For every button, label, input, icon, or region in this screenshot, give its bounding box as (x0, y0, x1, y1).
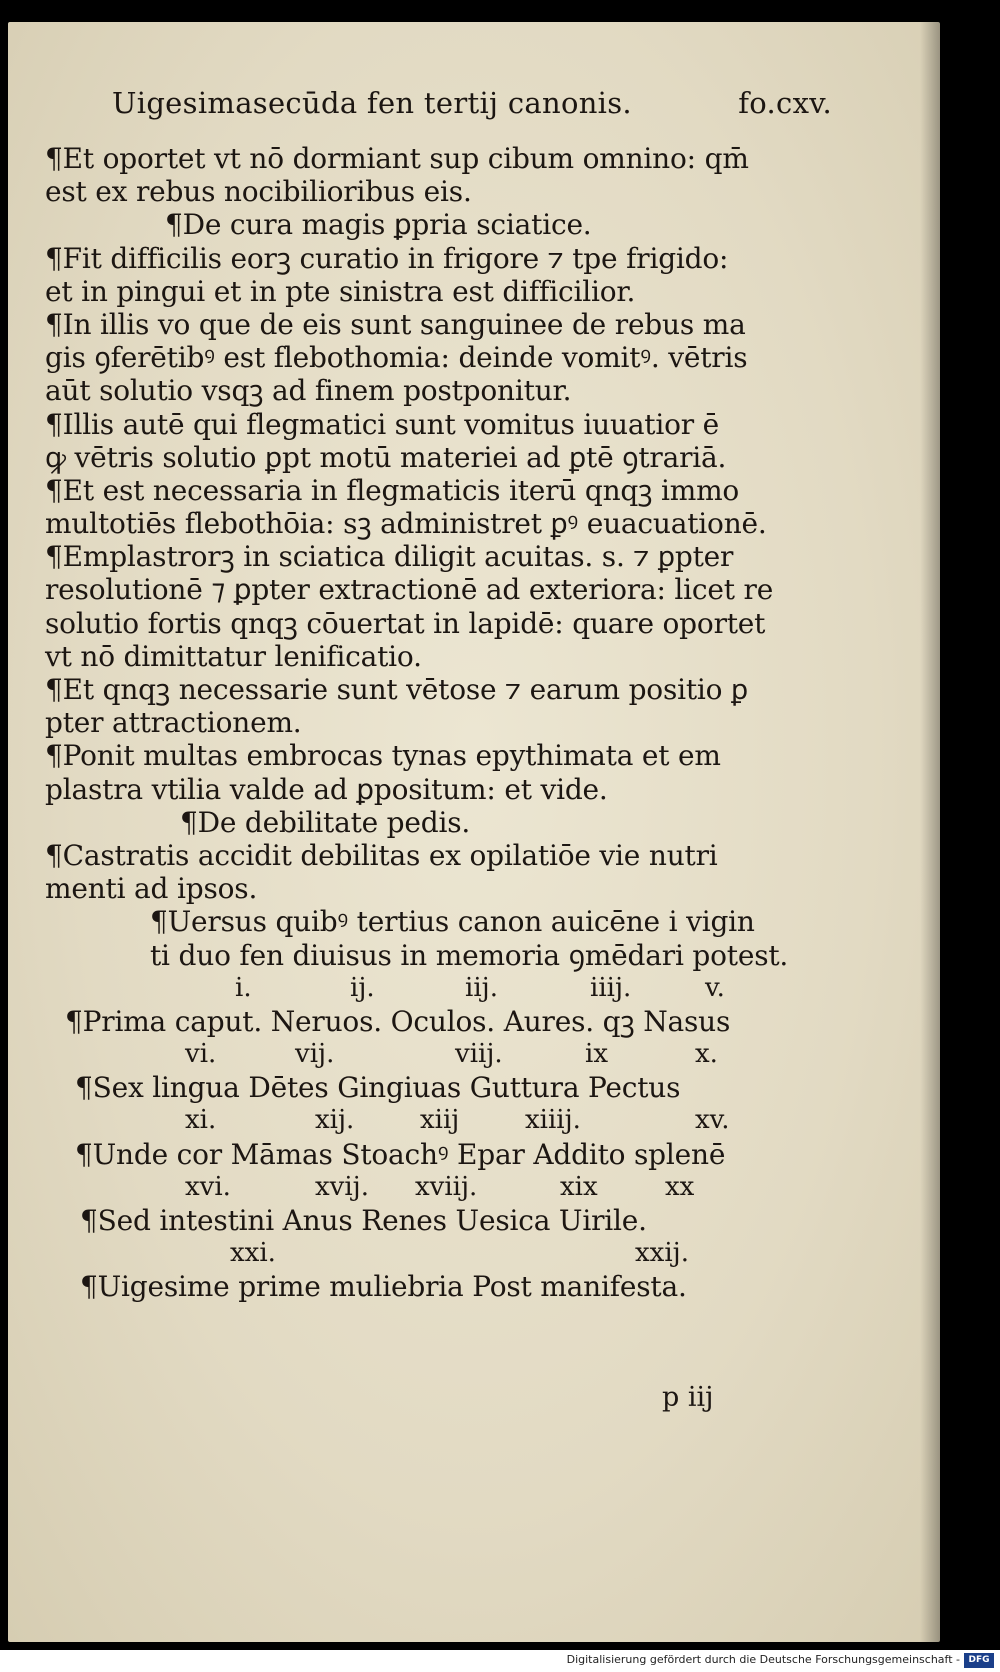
numeral: xx (665, 1171, 695, 1202)
numeral-row (45, 1104, 845, 1137)
numeral-row (45, 1237, 845, 1270)
numeral: xix (560, 1171, 598, 1202)
text-line: ti duo fen diuisus in memoria ꝯmēdari potest. (150, 938, 789, 972)
text-line: ꝙ vētris solutio ꝑpt motū materiei ad ꝑtē ꝯtrariā. (45, 440, 727, 474)
text-line: et in pingui et in pte sinistra est difficilior. (45, 274, 636, 308)
running-head (112, 86, 832, 130)
folio-number: fo.cxv. (738, 86, 832, 120)
numeral: xiij (420, 1105, 460, 1136)
text-line: menti ad ipsos. (45, 872, 258, 906)
text-line: vt nō dimittatur lenificatio. (45, 639, 422, 673)
text-block (45, 142, 845, 1304)
text-line: gis ꝯferētibꝰ est flebothomia: deinde vomitꝰ. vētris (45, 341, 748, 375)
numeral: ix (585, 1039, 608, 1070)
numeral: iiij. (590, 972, 632, 1003)
text-line: ¶Et est necessaria in flegmaticis iterū qnqꝫ immo (45, 473, 740, 507)
signature-mark: p iij (662, 1382, 714, 1413)
text-line: plastra vtilia valde ad ꝑpositum: et vide. (45, 772, 608, 806)
text-line: resolutionē ⁊ ꝑpter extractionē ad exteriora: licet re (45, 573, 774, 607)
numeral: xxi. (230, 1238, 276, 1269)
numeral: vij. (295, 1039, 335, 1070)
numeral: xviij. (415, 1171, 478, 1202)
text-line: ¶Et oportet vt nō dormiant sup cibum omnino: qm̄ (45, 142, 749, 175)
numeral: i. (235, 972, 252, 1003)
verse-line: ¶Sed intestini Anus Renes Uesica Uirile. (80, 1204, 647, 1237)
numeral-row (45, 972, 845, 1005)
numeral: xvi. (185, 1171, 231, 1202)
numeral: vi. (185, 1039, 217, 1070)
verse-line: ¶Sex lingua Dētes Gingiuas Guttura Pectus (75, 1071, 681, 1105)
text-line: ¶In illis vo que de eis sunt sanguinee de rebus ma (45, 307, 746, 341)
text-line: ¶Illis autē qui flegmatici sunt vomitus iuuatior ē (45, 407, 720, 441)
text-line: ¶Emplastrorꝫ in sciatica diligit acuitas. s. ⁊ ꝑpter (45, 540, 734, 574)
running-head-title: Uigesimasecūda fen tertij canonis. (112, 86, 632, 120)
text-line: ¶Uersus quibꝰ tertius canon auicēne i vigin (150, 905, 755, 939)
text-line: aūt solutio vsqꝫ ad finem postponitur. (45, 374, 572, 408)
section-heading: ¶De cura magis ꝑpria sciatice. (165, 208, 592, 242)
numeral-row (45, 1171, 845, 1204)
numeral: x. (695, 1039, 718, 1070)
text-line: ¶Fit difficilis eorꝫ curatio in frigore ⁊ tpe frigido: (45, 241, 729, 275)
text-line: ¶Ponit multas embrocas tynas epythimata et em (45, 739, 721, 773)
text-line: solutio fortis qnqꝫ cōuertat in lapidē: quare oportet (45, 606, 766, 640)
text-line: ¶Et qnqꝫ necessarie sunt vētose ⁊ earum positio ꝑ (45, 673, 749, 706)
numeral: xvij. (315, 1171, 369, 1202)
numeral: xi. (185, 1105, 217, 1136)
numeral: v. (705, 972, 725, 1003)
numeral: ij. (350, 972, 375, 1003)
numeral: xv. (695, 1105, 730, 1136)
numeral: xxij. (635, 1238, 689, 1269)
funding-credit: Digitalisierung gefördert durch die Deutsche Forschungsgemeinschaft - (566, 1653, 960, 1666)
text-line: est ex rebus nocibilioribus eis. (45, 175, 472, 209)
page-gutter-shadow (920, 22, 944, 1642)
text-line: multotiēs flebothōia: sꝫ administret ꝑꝰ euacuationē. (45, 507, 767, 541)
numeral: viij. (455, 1039, 503, 1070)
numeral-row (45, 1038, 845, 1071)
verse-line: ¶Unde cor Māmas Stoachꝰ Epar Addito splenē (75, 1137, 726, 1171)
text-line: pter attractionem. (45, 706, 302, 740)
numeral: xij. (315, 1105, 355, 1136)
numeral: xiiij. (525, 1105, 581, 1136)
digitization-footer (0, 1650, 1000, 1672)
section-heading: ¶De debilitate pedis. (180, 805, 471, 839)
verse-line: ¶Uigesime prime muliebria Post manifesta. (80, 1270, 687, 1304)
verse-line: ¶Prima caput. Neruos. Oculos. Aures. qꝫ Nasus (65, 1004, 731, 1038)
text-line: ¶Castratis accidit debilitas ex opilatiōe vie nutri (45, 838, 718, 872)
numeral: iij. (465, 972, 498, 1003)
dfg-logo: DFG (964, 1653, 994, 1668)
